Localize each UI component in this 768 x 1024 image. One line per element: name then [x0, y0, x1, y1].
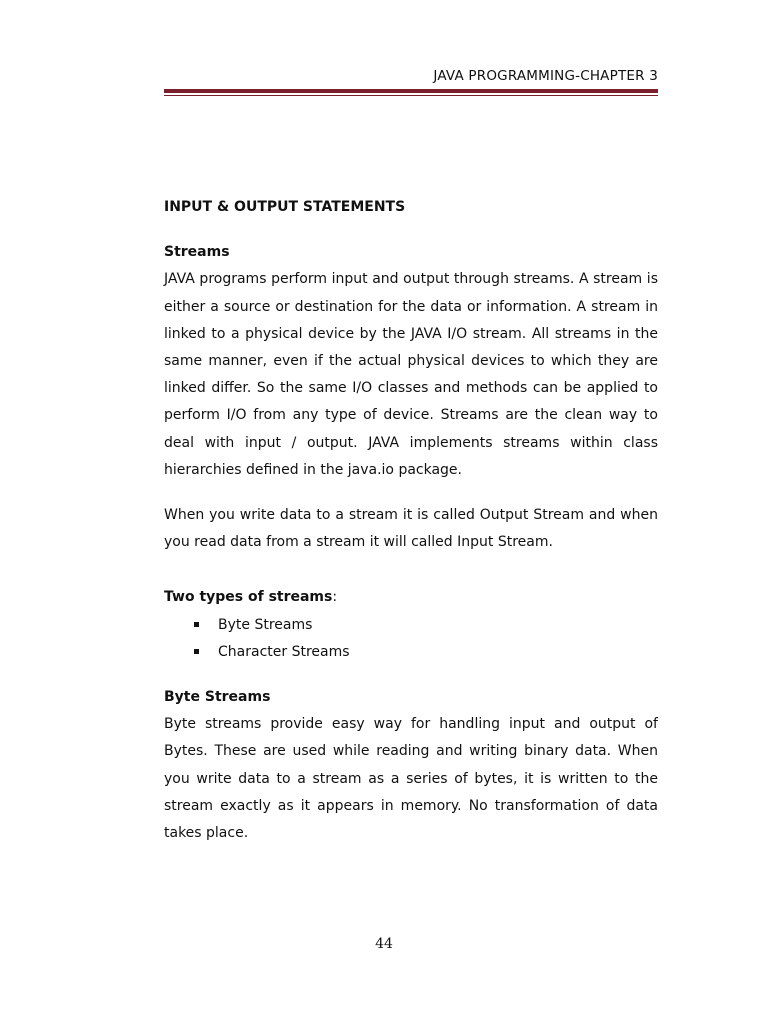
list-item: [190, 612, 658, 639]
stream-types-heading: [164, 584, 658, 611]
header-rule-thin: [164, 95, 658, 96]
page-number: 44: [375, 936, 393, 952]
section-title: INPUT & OUTPUT STATEMENTS: [164, 199, 406, 215]
square-bullet-icon: [194, 649, 199, 654]
streams-heading: Streams: [164, 244, 230, 261]
square-bullet-icon: [194, 622, 199, 627]
streams-paragraph-2: When you write data to a stream it is called Output Stream and when you read data from a stream it will called Input Stream.: [164, 507, 658, 551]
stream-types-heading-label: Two types of streams: [164, 589, 333, 606]
header-rule: [164, 89, 658, 96]
header-rule-thick: [164, 89, 658, 93]
byte-streams-section: [164, 684, 658, 847]
page-content: [164, 194, 658, 847]
running-header: JAVA PROGRAMMING-CHAPTER 3: [433, 68, 658, 84]
list-item-label: Character Streams: [218, 643, 350, 660]
byte-streams-heading: Byte Streams: [164, 689, 271, 706]
byte-streams-paragraph: Byte streams provide easy way for handling input and output of Bytes. These are used while reading and writing binary data. When you write data to a stream as a series of bytes, it is written to the stream exactly as it appears in memory. No transformation of data takes place.: [164, 716, 658, 842]
stream-types-list: [164, 612, 658, 666]
streams-paragraph-1: JAVA programs perform input and output through streams. A stream is either a source or destination for the data or information. A stream in linked to a physical device by the JAVA I/O stream. All streams in the same manner, even if the actual physical devices to which they are linked differ. So the same I/O classes and methods can be applied to perform I/O from any type of device. Streams are the clean way to deal with input / output. JAVA implements streams within class hierarchies defined in the java.io package.: [164, 271, 658, 478]
list-item: [190, 639, 658, 666]
list-item-label: Byte Streams: [218, 616, 313, 633]
stream-types-heading-colon: :: [332, 589, 338, 606]
